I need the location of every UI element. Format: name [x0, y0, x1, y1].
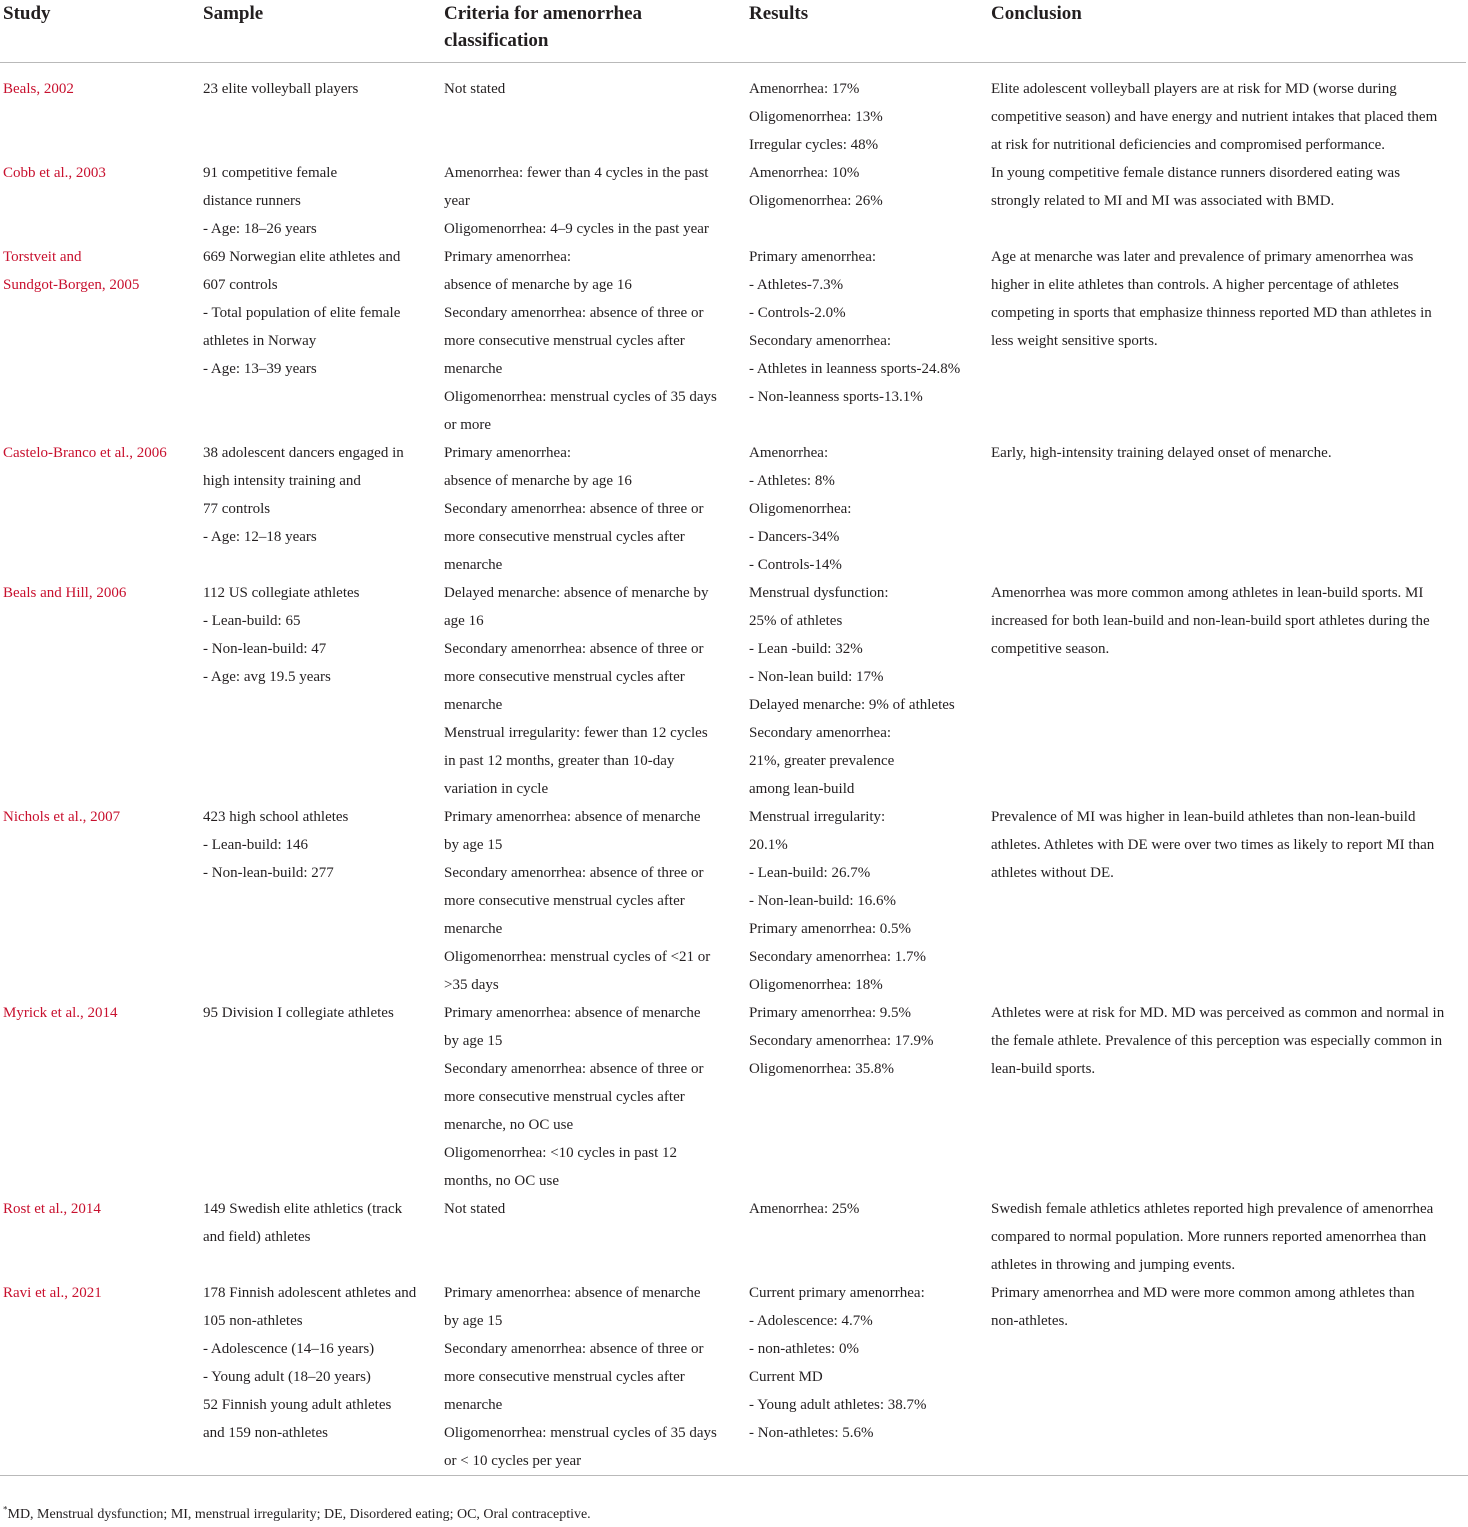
results-line: - Adolescence: 4.7%	[749, 1313, 873, 1329]
sample-line: distance runners	[203, 193, 301, 209]
criteria-line: Secondary amenorrhea: absence of three or	[444, 865, 704, 881]
table-row	[0, 1195, 1466, 1279]
criteria-line: menarche	[444, 921, 503, 937]
cell-study[interactable]	[0, 159, 200, 243]
criteria-line: Menstrual irregularity: fewer than 12 cycles	[444, 725, 708, 741]
cell-results	[746, 63, 988, 160]
conclusion-line: athletes without DE.	[991, 865, 1114, 881]
criteria-line: menarche	[444, 361, 503, 377]
results-line: Amenorrhea:	[749, 445, 829, 461]
criteria-line: variation in cycle	[444, 781, 549, 797]
sample-line: 38 adolescent dancers engaged in	[203, 445, 404, 461]
cell-study[interactable]	[0, 1279, 200, 1475]
results-line: Current MD	[749, 1369, 823, 1385]
sample-line: 77 controls	[203, 501, 271, 517]
cell-sample	[200, 999, 441, 1195]
table-body	[0, 63, 1466, 1476]
results-line: - Athletes: 8%	[749, 473, 835, 489]
results-line: 20.1%	[749, 837, 788, 853]
results-line: - Athletes-7.3%	[749, 277, 844, 293]
results-line: Amenorrhea: 10%	[749, 165, 860, 181]
conclusion-line: less weight sensitive sports.	[991, 333, 1158, 349]
cell-study[interactable]	[0, 63, 200, 160]
sample-line: 178 Finnish adolescent athletes and	[203, 1285, 417, 1301]
criteria-line: or more	[444, 417, 492, 433]
cell-sample	[200, 579, 441, 803]
sample-line: 23 elite volleyball players	[203, 81, 359, 97]
cell-sample	[200, 243, 441, 439]
conclusion-line: Early, high-intensity training delayed onset of menarche.	[991, 445, 1332, 461]
results-line: - Non-leanness sports-13.1%	[749, 389, 923, 405]
cell-conclusion	[988, 803, 1466, 999]
study-line[interactable]: Cobb et al., 2003	[3, 165, 106, 181]
results-line: - Lean -build: 32%	[749, 641, 863, 657]
cell-study[interactable]	[0, 1195, 200, 1279]
criteria-line: absence of menarche by age 16	[444, 473, 632, 489]
conclusion-line: non-athletes.	[991, 1313, 1069, 1329]
results-line: - Controls-2.0%	[749, 305, 846, 321]
conclusion-line: Age at menarche was later and prevalence of primary amenorrhea was	[991, 249, 1414, 265]
results-line: Irregular cycles: 48%	[749, 137, 879, 153]
results-line: 25% of athletes	[749, 613, 843, 629]
table-row	[0, 439, 1466, 579]
criteria-line: Oligomenorrhea: menstrual cycles of 35 days	[444, 389, 717, 405]
results-line: Secondary amenorrhea: 17.9%	[749, 1033, 934, 1049]
criteria-line: Delayed menarche: absence of menarche by	[444, 585, 709, 601]
conclusion-line: Primary amenorrhea and MD were more common among athletes than	[991, 1285, 1415, 1301]
cell-criteria	[441, 159, 746, 243]
sample-line: - Non-lean-build: 277	[203, 865, 334, 881]
criteria-line: menarche, no OC use	[444, 1117, 574, 1133]
results-line: Oligomenorrhea: 35.8%	[749, 1061, 894, 1077]
cell-criteria	[441, 1279, 746, 1475]
sample-line: - Age: 18–26 years	[203, 221, 317, 237]
cell-criteria	[441, 439, 746, 579]
results-line: Secondary amenorrhea:	[749, 333, 892, 349]
criteria-line: Oligomenorrhea: menstrual cycles of 35 days	[444, 1425, 717, 1441]
criteria-line: in past 12 months, greater than 10-day	[444, 753, 675, 769]
conclusion-line: In young competitive female distance runners disordered eating was	[991, 165, 1401, 181]
results-line: Oligomenorrhea: 13%	[749, 109, 883, 125]
results-line: Oligomenorrhea: 26%	[749, 193, 883, 209]
results-line: Oligomenorrhea: 18%	[749, 977, 883, 993]
cell-criteria	[441, 243, 746, 439]
criteria-line: Oligomenorrhea: 4–9 cycles in the past year	[444, 221, 709, 237]
criteria-line: months, no OC use	[444, 1173, 560, 1189]
cell-criteria	[441, 63, 746, 160]
conclusion-line: Swedish female athletics athletes reported high prevalence of amenorrhea	[991, 1201, 1434, 1217]
header-row	[0, 0, 1466, 63]
sample-line: 95 Division I collegiate athletes	[203, 1005, 394, 1021]
results-line: Delayed menarche: 9% of athletes	[749, 697, 955, 713]
footnote-text: MD, Menstrual dysfunction; MI, menstrual irregularity; DE, Disordered eating; OC, Oral contraceptive.	[7, 1507, 591, 1522]
criteria-line: Primary amenorrhea: absence of menarche	[444, 1005, 701, 1021]
criteria-line: or < 10 cycles per year	[444, 1453, 582, 1469]
conclusion-line: athletes in throwing and jumping events.	[991, 1257, 1236, 1273]
cell-conclusion	[988, 1279, 1466, 1475]
header-sample: Sample	[200, 0, 441, 63]
conclusion-line: compared to normal population. More runners reported amenorrhea than	[991, 1229, 1427, 1245]
criteria-line: by age 15	[444, 1033, 503, 1049]
cell-criteria	[441, 999, 746, 1195]
cell-results	[746, 803, 988, 999]
cell-study[interactable]	[0, 439, 200, 579]
cell-conclusion	[988, 439, 1466, 579]
results-line: - Athletes in leanness sports-24.8%	[749, 361, 961, 377]
criteria-line: Amenorrhea: fewer than 4 cycles in the past	[444, 165, 709, 181]
criteria-line: menarche	[444, 557, 503, 573]
cell-sample	[200, 159, 441, 243]
sample-line: athletes in Norway	[203, 333, 317, 349]
criteria-line: Secondary amenorrhea: absence of three or	[444, 1341, 704, 1357]
footnote-marker: *	[3, 1504, 8, 1515]
table-row	[0, 999, 1466, 1195]
header-criteria: Criteria for amenorrhea classification	[441, 0, 746, 63]
criteria-line: Secondary amenorrhea: absence of three or	[444, 641, 704, 657]
cell-study[interactable]	[0, 803, 200, 999]
cell-criteria	[441, 803, 746, 999]
sample-line: 423 high school athletes	[203, 809, 349, 825]
header-study: Study	[0, 0, 200, 63]
results-line: - Non-lean build: 17%	[749, 669, 884, 685]
results-line: Oligomenorrhea:	[749, 501, 852, 517]
cell-results	[746, 159, 988, 243]
cell-conclusion	[988, 159, 1466, 243]
sample-line: - Lean-build: 65	[203, 613, 301, 629]
conclusion-line: strongly related to MI and MI was associated with BMD.	[991, 193, 1335, 209]
header-results: Results	[746, 0, 988, 63]
criteria-line: absence of menarche by age 16	[444, 277, 632, 293]
criteria-line: Primary amenorrhea: absence of menarche	[444, 1285, 701, 1301]
criteria-line: by age 15	[444, 1313, 503, 1329]
cell-conclusion	[988, 999, 1466, 1195]
conclusion-line: Athletes were at risk for MD. MD was perceived as common and normal in	[991, 1005, 1445, 1021]
criteria-line: Secondary amenorrhea: absence of three or	[444, 305, 704, 321]
cell-sample	[200, 1279, 441, 1475]
criteria-line: >35 days	[444, 977, 499, 993]
criteria-line: more consecutive menstrual cycles after	[444, 669, 685, 685]
sample-line: 105 non-athletes	[203, 1313, 303, 1329]
results-line: Primary amenorrhea: 0.5%	[749, 921, 912, 937]
study-line[interactable]: Rost et al., 2014	[3, 1201, 101, 1217]
cell-results	[746, 579, 988, 803]
study-line[interactable]: Ravi et al., 2021	[3, 1285, 102, 1301]
criteria-line: Secondary amenorrhea: absence of three or	[444, 501, 704, 517]
results-line: 21%, greater prevalence	[749, 753, 895, 769]
conclusion-line: the female athlete. Prevalence of this perception was especially common in	[991, 1033, 1443, 1049]
study-line[interactable]: Torstveit and	[3, 249, 82, 265]
criteria-line: more consecutive menstrual cycles after	[444, 333, 685, 349]
cell-conclusion	[988, 243, 1466, 439]
sample-line: - Age: avg 19.5 years	[203, 669, 331, 685]
criteria-line: age 16	[444, 613, 484, 629]
study-line[interactable]: Myrick et al., 2014	[3, 1005, 118, 1021]
results-line: Secondary amenorrhea:	[749, 725, 892, 741]
cell-sample	[200, 1195, 441, 1279]
criteria-line: more consecutive menstrual cycles after	[444, 1089, 685, 1105]
cell-results	[746, 1279, 988, 1475]
cell-results	[746, 999, 988, 1195]
cell-study[interactable]	[0, 999, 200, 1195]
conclusion-line: Elite adolescent volleyball players are at risk for MD (worse during	[991, 81, 1397, 97]
results-line: Current primary amenorrhea:	[749, 1285, 925, 1301]
sample-line: and field) athletes	[203, 1229, 311, 1245]
criteria-line: more consecutive menstrual cycles after	[444, 893, 685, 909]
criteria-line: menarche	[444, 697, 503, 713]
criteria-line: Secondary amenorrhea: absence of three or	[444, 1061, 704, 1077]
sample-line: high intensity training and	[203, 473, 361, 489]
criteria-line: year	[444, 193, 470, 209]
sample-line: 91 competitive female	[203, 165, 338, 181]
results-line: - Controls-14%	[749, 557, 842, 573]
results-line: among lean-build	[749, 781, 855, 797]
conclusion-line: Prevalence of MI was higher in lean-build athletes than non-lean-build	[991, 809, 1416, 825]
table-footnote	[3, 1505, 591, 1525]
cell-results	[746, 1195, 988, 1279]
sample-line: - Age: 12–18 years	[203, 529, 317, 545]
conclusion-line: increased for both lean-build and non-lean-build sport athletes during the	[991, 613, 1430, 629]
sample-line: 669 Norwegian elite athletes and	[203, 249, 401, 265]
criteria-line: Primary amenorrhea: absence of menarche	[444, 809, 701, 825]
table-row	[0, 243, 1466, 439]
criteria-line: more consecutive menstrual cycles after	[444, 529, 685, 545]
results-line: Menstrual dysfunction:	[749, 585, 889, 601]
conclusion-line: Amenorrhea was more common among athletes in lean-build sports. MI	[991, 585, 1424, 601]
study-line[interactable]: Beals and Hill, 2006	[3, 585, 127, 601]
cell-criteria	[441, 1195, 746, 1279]
sample-line: - Lean-build: 146	[203, 837, 308, 853]
criteria-line: Oligomenorrhea: menstrual cycles of <21 or	[444, 949, 711, 965]
sample-line: - Non-lean-build: 47	[203, 641, 327, 657]
conclusion-line: competitive season) and have energy and nutrient intakes that placed them	[991, 109, 1438, 125]
study-line[interactable]: Castelo-Branco et al., 2006	[3, 445, 167, 461]
sample-line: - Total population of elite female	[203, 305, 401, 321]
sample-line: 52 Finnish young adult athletes	[203, 1397, 392, 1413]
sample-line: - Adolescence (14–16 years)	[203, 1341, 375, 1357]
cell-criteria	[441, 579, 746, 803]
study-line[interactable]: Beals, 2002	[3, 81, 74, 97]
table-row	[0, 579, 1466, 803]
criteria-line: Not stated	[444, 1201, 506, 1217]
table-row	[0, 1279, 1466, 1475]
cell-sample	[200, 803, 441, 999]
conclusion-line: competing in sports that emphasize thinness reported MD than athletes in	[991, 305, 1432, 321]
cell-study[interactable]	[0, 579, 200, 803]
cell-sample	[200, 439, 441, 579]
table-row	[0, 63, 1466, 160]
table-header	[0, 0, 1466, 63]
conclusion-line: at risk for nutritional deficiencies and compromised performance.	[991, 137, 1386, 153]
criteria-line: more consecutive menstrual cycles after	[444, 1369, 685, 1385]
study-line[interactable]: Nichols et al., 2007	[3, 809, 121, 825]
cell-results	[746, 243, 988, 439]
table-row	[0, 159, 1466, 243]
results-line: - Non-athletes: 5.6%	[749, 1425, 874, 1441]
results-line: - Young adult athletes: 38.7%	[749, 1397, 927, 1413]
criteria-line: by age 15	[444, 837, 503, 853]
criteria-line: Primary amenorrhea:	[444, 249, 572, 265]
results-line: - Non-lean-build: 16.6%	[749, 893, 897, 909]
cell-conclusion	[988, 579, 1466, 803]
results-line: - non-athletes: 0%	[749, 1341, 859, 1357]
cell-conclusion	[988, 63, 1466, 160]
sample-line: 112 US collegiate athletes	[203, 585, 360, 601]
sample-line: - Age: 13–39 years	[203, 361, 317, 377]
cell-study[interactable]	[0, 243, 200, 439]
criteria-line: Oligomenorrhea: <10 cycles in past 12	[444, 1145, 677, 1161]
table-bottom-rule	[0, 1475, 1468, 1476]
results-line: - Dancers-34%	[749, 529, 840, 545]
results-line: Primary amenorrhea:	[749, 249, 877, 265]
conclusion-line: lean-build sports.	[991, 1061, 1096, 1077]
results-line: Amenorrhea: 25%	[749, 1201, 860, 1217]
criteria-line: Primary amenorrhea:	[444, 445, 572, 461]
sample-line: 149 Swedish elite athletics (track	[203, 1201, 403, 1217]
results-line: Amenorrhea: 17%	[749, 81, 860, 97]
sample-line: and 159 non-athletes	[203, 1425, 328, 1441]
criteria-line: Not stated	[444, 81, 506, 97]
cell-sample	[200, 63, 441, 160]
sample-line: 607 controls	[203, 277, 278, 293]
results-line: Primary amenorrhea: 9.5%	[749, 1005, 912, 1021]
sample-line: - Young adult (18–20 years)	[203, 1369, 371, 1385]
table-row	[0, 803, 1466, 999]
conclusion-line: athletes. Athletes with DE were over two times as likely to report MI than	[991, 837, 1435, 853]
conclusion-line: higher in elite athletes than controls. A higher percentage of athletes	[991, 277, 1399, 293]
conclusion-line: competitive season.	[991, 641, 1110, 657]
header-conclusion: Conclusion	[988, 0, 1466, 63]
results-line: Menstrual irregularity:	[749, 809, 886, 825]
cell-results	[746, 439, 988, 579]
results-line: - Lean-build: 26.7%	[749, 865, 871, 881]
cell-conclusion	[988, 1195, 1466, 1279]
results-line: Secondary amenorrhea: 1.7%	[749, 949, 927, 965]
criteria-line: menarche	[444, 1397, 503, 1413]
study-line[interactable]: Sundgot-Borgen, 2005	[3, 277, 140, 293]
